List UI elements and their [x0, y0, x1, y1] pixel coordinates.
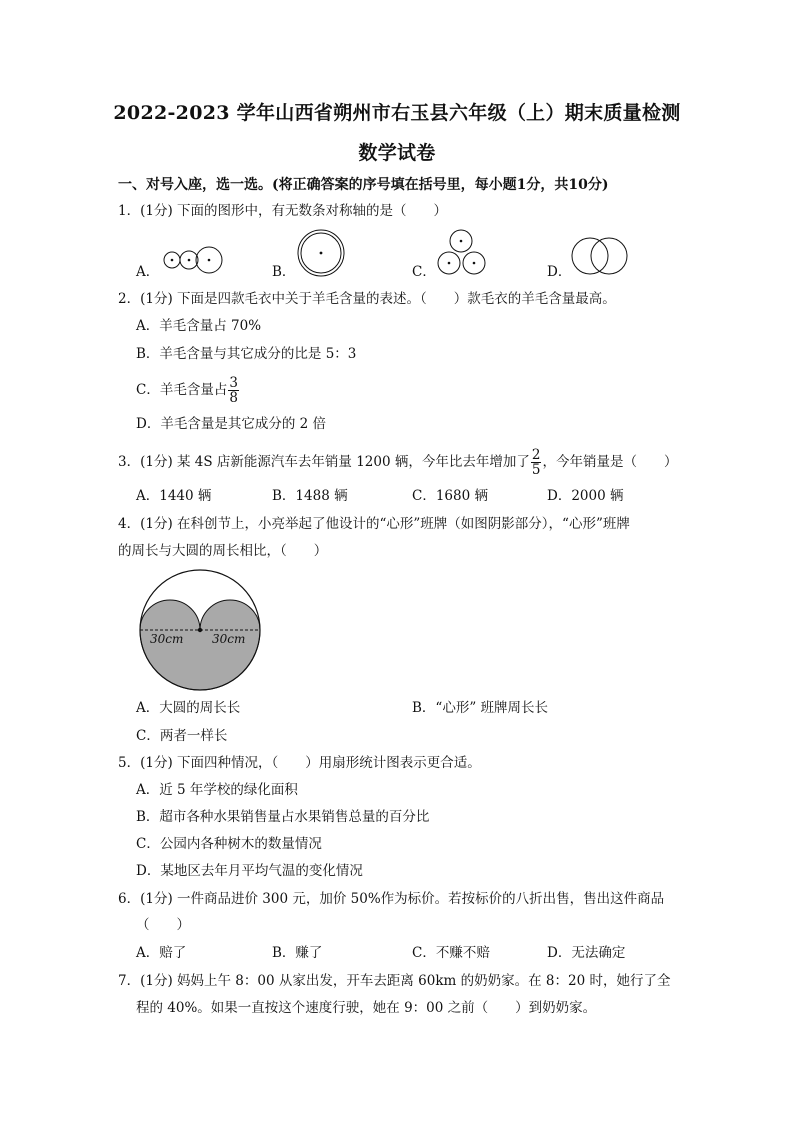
q1-stem: 1．(1分) 下面的图形中，有无数条对称轴的是（ ）	[118, 203, 448, 219]
q5-option-b: B．超市各种水果销售量占水果销售总量的百分比	[136, 809, 430, 825]
q1-figure-a	[160, 242, 230, 278]
q2-fraction-denominator: 8	[229, 390, 238, 406]
q4-option-a: A．大圆的周长长	[136, 700, 241, 716]
q4-label-left: 30cm	[150, 632, 184, 646]
q5-option-a: A．近 5 年学校的绿化面积	[136, 782, 298, 798]
q1-figure-b	[296, 228, 346, 278]
q4-line-2: 的周长与大圆的周长相比，（ ）	[118, 543, 328, 559]
q6-line-2: （ ）	[136, 917, 190, 933]
q2-option-b: B．羊毛含量与其它成分的比是 5：3	[136, 346, 357, 362]
q5-option-c: C．公园内各种树木的数量情况	[136, 836, 322, 852]
q3-option-b: B．1488 辆	[272, 488, 348, 504]
q2-option-d: D．羊毛含量是其它成分的 2 倍	[136, 416, 326, 432]
q1-figure-d	[568, 234, 632, 278]
q7-line-2: 程的 40%。如果一直按这个速度行驶，她在 9：00 之前（ ）到奶奶家。	[136, 1000, 597, 1016]
q5-stem: 5．(1分) 下面四种情况，（ ）用扇形统计图表示更合适。	[118, 755, 481, 771]
q2-fraction-numerator: 3	[229, 375, 238, 391]
q6-line-1: 6．(1分) 一件商品进价 300 元，加价 50%作为标价。若按标价的八折出售，售出这件商品	[118, 891, 665, 907]
q4-option-c: C．两者一样长	[136, 728, 228, 744]
q7-line-1: 7．(1分) 妈妈上午 8：00 从家出发，开车去距离 60km 的奶奶家。在 8：20 时，她行了全	[118, 973, 671, 989]
q3-fraction-denominator: 5	[531, 462, 541, 478]
q3-fraction-numerator: 2	[531, 447, 541, 463]
q2-option-c-text: C．羊毛含量占	[136, 382, 228, 398]
q6-option-d: D．无法确定	[547, 945, 626, 961]
q3-option-a: A．1440 辆	[136, 488, 212, 504]
q6-option-b: B．赚了	[272, 945, 323, 961]
title-line-2: 数学试卷	[358, 142, 436, 164]
q1-option-a: A．	[136, 264, 160, 280]
section-heading: 一、对号入座，选一选。(将正确答案的序号填在括号里，每小题1分，共10分)	[118, 177, 609, 193]
q3-fraction	[531, 448, 542, 477]
q2-option-c-fraction	[228, 376, 239, 405]
q6-option-c: C．不赚不赔	[412, 945, 490, 961]
q3-option-c: C．1680 辆	[412, 488, 488, 504]
q2-option-c	[136, 376, 240, 405]
q1-option-c: C．	[412, 264, 436, 280]
q4-heart-figure	[136, 566, 264, 694]
q1-option-d: D．	[547, 264, 572, 280]
q2-option-a: A．羊毛含量占 70%	[136, 318, 262, 334]
q5-option-d: D．某地区去年月平均气温的变化情况	[136, 863, 363, 879]
q6-option-a: A．赔了	[136, 945, 187, 961]
q3-stem-prefix: 3．(1分) 某 4S 店新能源汽车去年销量 1200 辆，今年比去年增加了	[118, 454, 530, 470]
q4-option-b: B．“心形” 班牌周长长	[412, 700, 549, 716]
title-line-1: 2022-2023 学年山西省朔州市右玉县六年级（上）期末质量检测	[113, 102, 681, 124]
q3-stem-suffix: ，今年销量是（ ）	[542, 454, 678, 470]
q2-stem: 2．(1分) 下面是四款毛衣中关于羊毛含量的表述。（ ）款毛衣的羊毛含量最高。	[118, 291, 616, 307]
q4-line-1: 4．(1分) 在科创节上，小亮举起了他设计的“心形”班牌（如图阴影部分），“心形”班牌	[118, 516, 630, 532]
q1-option-b: B．	[272, 264, 296, 280]
q3-option-d: D．2000 辆	[547, 488, 624, 504]
q3-stem	[118, 448, 677, 477]
q1-figure-c	[434, 228, 490, 278]
q4-label-right: 30cm	[212, 632, 246, 646]
